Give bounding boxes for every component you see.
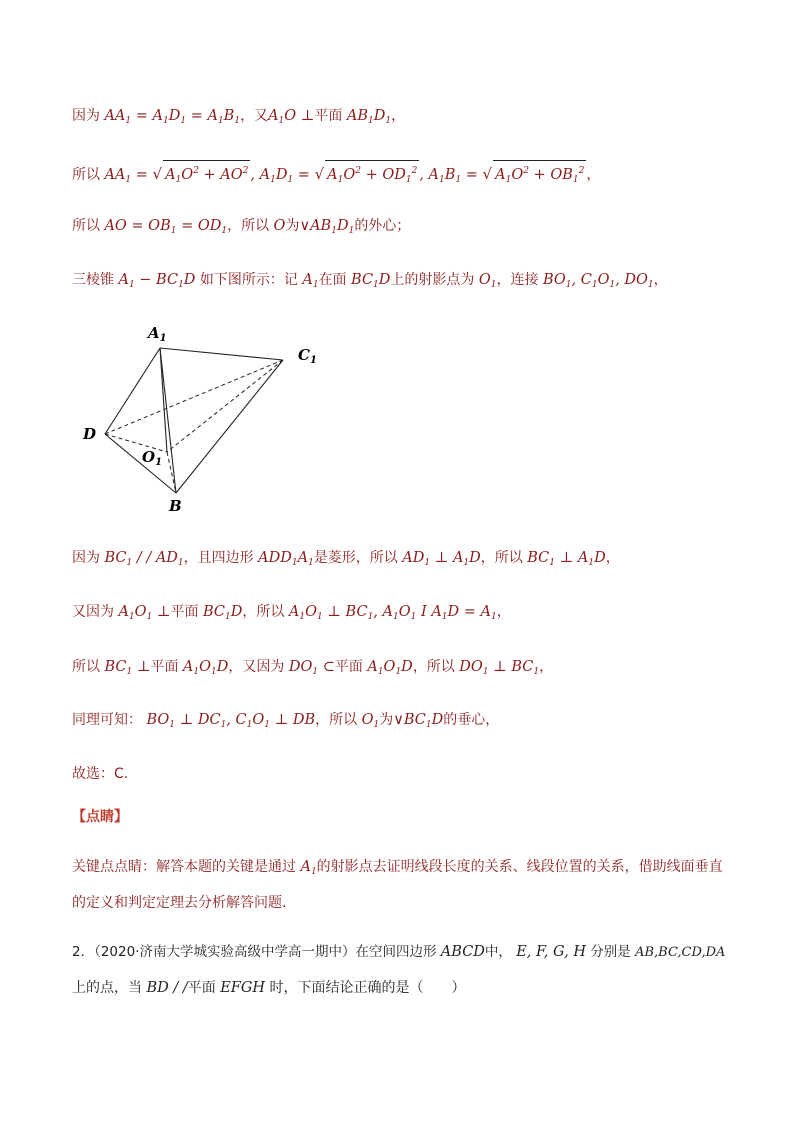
math: $BO_1$, $C_1O_1$, $DO_1$: [542, 272, 654, 290]
math: BD / /: [146, 980, 188, 996]
math: AB,BC,CD,DA: [635, 945, 726, 960]
dashed-d-o1: [105, 434, 167, 452]
label-d: D: [83, 425, 97, 443]
math: $A_1$: [300, 859, 317, 877]
text: ，: [605, 550, 620, 566]
math: $A_1 - BC_1D$: [118, 272, 196, 290]
math: $O_1$: [361, 712, 380, 730]
text: 分别是: [590, 944, 631, 960]
solution-line-7: [72, 657, 553, 682]
text: 2．（2020·济南大学城实验高级中学高一期中）在空间四边形: [72, 944, 437, 960]
text: ，所以: [242, 604, 285, 620]
text: 时，下面结论正确的是（ ）: [269, 980, 466, 996]
text: 是菱形，所以: [313, 550, 398, 566]
text: 因为: [72, 550, 100, 566]
text: 平面: [314, 108, 343, 124]
text: 同理可知：: [72, 712, 142, 728]
text: 故选：C.: [72, 766, 129, 782]
text: 的定义和判定定理去分析解答问题.: [72, 895, 287, 911]
text: ，又: [240, 108, 269, 124]
dashed-d-c1: [105, 360, 283, 434]
math: $A_1O_1$ ⊥: [118, 604, 171, 622]
solution-line-4: [72, 270, 668, 295]
text: 中，: [484, 944, 512, 960]
math: $A_1O_1D$: [182, 659, 229, 677]
text: 平面: [170, 604, 199, 620]
text: 为: [379, 712, 394, 728]
text: 平面: [334, 659, 363, 675]
math: E, F, G, H: [516, 944, 586, 960]
solution-line-2: [72, 160, 600, 190]
math: $AA_1 = A_1D_1 = A_1B_1$: [104, 108, 241, 126]
math: ABCD: [440, 944, 485, 960]
text: 又因为: [72, 604, 114, 620]
text: 因为: [72, 108, 100, 124]
math: $BC_1$ / / $AD_1$: [104, 550, 184, 568]
text: ，所以: [412, 659, 455, 675]
solution-line-1: [72, 106, 405, 131]
question-line-2: [72, 978, 466, 998]
edge-c1-b: [176, 360, 283, 493]
solution-line-6: [72, 602, 511, 627]
comment-heading: [72, 807, 128, 827]
text: ，且四边形: [183, 550, 254, 566]
text: 所以: [72, 167, 100, 183]
dashed-c1-o1: [167, 360, 283, 452]
text: ，: [496, 604, 511, 620]
math: $AA_1$ = √ $A_1O^2 + AO^2$ , $A_1D_1$ = √ $A_1O^2 + OD_1^2$ , $A_1B_1$ = √ $A_1O^2 + OB_1^2$: [104, 167, 586, 183]
math: $A_1$: [302, 272, 319, 290]
math: O: [273, 218, 286, 234]
text: ，: [391, 108, 406, 124]
math: $BO_1$ ⊥ $DC_1$, $C_1O_1$ ⊥ DB: [146, 712, 316, 730]
math: $O_1$: [478, 272, 497, 290]
tetrahedron-figure: [78, 318, 338, 518]
text: 的垂心，: [443, 712, 500, 728]
math: EFGH: [220, 980, 266, 996]
edge-a1-c1: [160, 348, 283, 360]
edge-d-b: [105, 434, 176, 493]
edge-a1-b: [160, 348, 176, 493]
math: $A_1O_1$ ⊥ $BC_1$, $A_1O_1$ I $A_1D = A_1$: [288, 604, 497, 622]
text: 为: [285, 218, 300, 234]
text: ，所以: [315, 712, 358, 728]
comment-line-2: [72, 893, 286, 913]
text: 所以: [72, 659, 100, 675]
math: $AB_1D_1$: [346, 108, 392, 126]
math: $DO_1$ ⊥ $BC_1$: [459, 659, 540, 677]
text: 【点睛】: [72, 809, 128, 825]
math: ∨: [393, 712, 404, 728]
text: ，又因为: [228, 659, 285, 675]
math: $BC_1$ ⊥ $A_1D$: [527, 550, 606, 568]
text: 在面: [318, 272, 347, 288]
text: ，所以: [480, 550, 523, 566]
question-line-1: [72, 942, 725, 963]
text: 平面: [150, 659, 179, 675]
text: 所以: [72, 218, 100, 234]
math: $BC_1D$: [203, 604, 243, 622]
math: $A_1O_1D$: [367, 659, 413, 677]
label-c1: $C_1$: [298, 346, 317, 366]
text: 如下图所示：记: [199, 272, 298, 288]
text: ，: [586, 167, 601, 183]
text: ，连接: [496, 272, 539, 288]
text: ，所以: [227, 218, 270, 234]
math: $ADD_1A_1$: [258, 550, 314, 568]
math: $BC_1$ ⊥: [104, 659, 151, 677]
comment-line-1: [72, 857, 723, 882]
math: $BC_1D$: [403, 712, 444, 730]
text: 上的点，当: [72, 980, 142, 996]
label-a1: $A_1$: [148, 324, 167, 344]
edge-a1-d: [105, 348, 160, 434]
solution-line-5: [72, 548, 620, 573]
text: ，: [539, 659, 554, 675]
text: 关键点点睛：解答本题的关键是通过: [72, 859, 296, 875]
math: $DO_1$ ⊂: [288, 659, 335, 677]
math: ∨: [299, 218, 311, 234]
text: 平面: [187, 980, 216, 996]
math: $AB_1D_1$: [310, 218, 355, 236]
answer-line: [72, 764, 128, 784]
math: AO = $OB_1 = OD_1$: [104, 218, 228, 236]
text: 的外心；: [354, 218, 411, 234]
math: $A_1O$ ⊥: [268, 108, 315, 126]
solution-line-8: [72, 710, 499, 735]
math: $BC_1D$: [351, 272, 391, 290]
math: $AD_1$ ⊥ $A_1D$: [402, 550, 481, 568]
text: ，: [653, 272, 668, 288]
label-o1: $O_1$: [142, 448, 163, 468]
solution-line-3: [72, 216, 410, 241]
text: 的射影点去证明线段长度的关系、线段位置的关系，借助线面垂直: [316, 859, 723, 875]
text: 上的射影点为: [390, 272, 475, 288]
text: 三棱锥: [72, 272, 114, 288]
label-b: B: [169, 497, 182, 515]
